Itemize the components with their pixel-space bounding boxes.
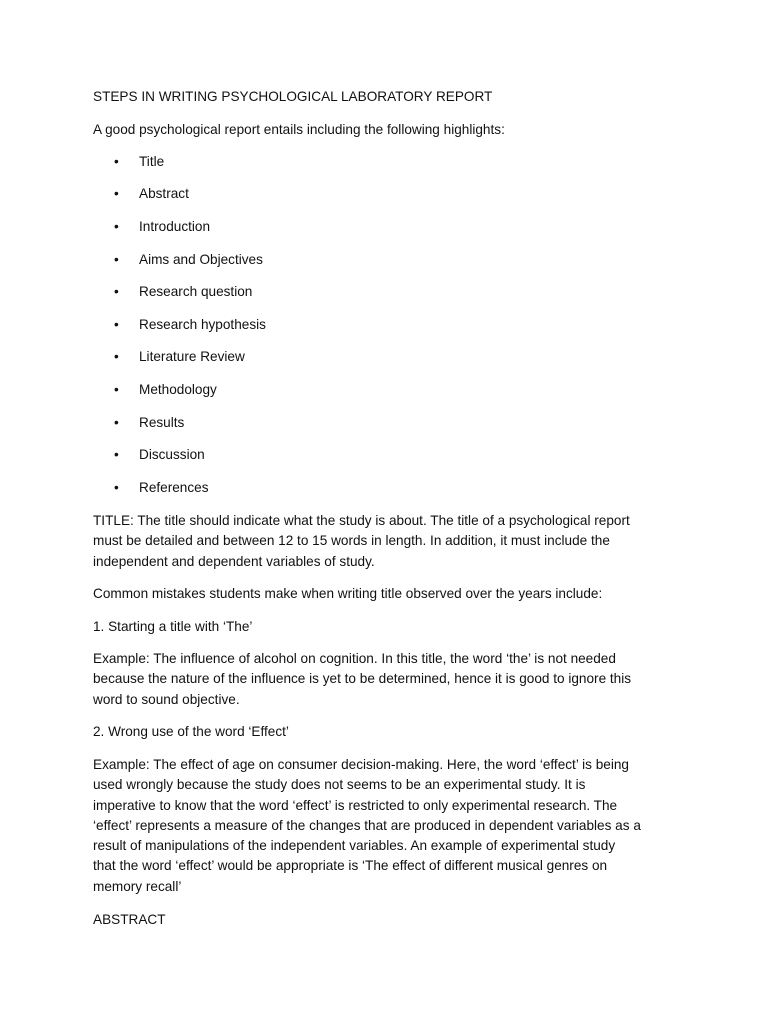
paragraph-line: ‘effect’ represents a measure of the changes that are produced in dependent variables as a [93,817,641,833]
list-item [114,347,245,367]
list-item-label: Results [139,415,185,430]
bullet-icon: • [114,252,119,267]
paragraph-line: because the nature of the influence is yet to be determined, hence it is good to ignore this [93,671,632,687]
paragraph-line: word to sound objective. [93,691,240,707]
bullet-icon: • [114,154,119,169]
mistake-1-heading: 1. Starting a title with ‘The’ [93,619,253,634]
bullet-icon: • [114,186,119,201]
list-item [114,315,266,335]
abstract-heading: ABSTRACT [93,912,166,927]
paragraph-line: independent and dependent variables of study. [93,553,375,569]
mistakes-intro: Common mistakes students make when writing title observed over the years include: [93,586,603,601]
paragraph-line: imperative to know that the word ‘effect’ is restricted to only experimental research. The [93,797,618,813]
bullet-icon: • [114,317,119,332]
list-item [114,445,205,465]
paragraph-line: memory recall’ [93,878,182,894]
bullet-icon: • [114,447,119,462]
bullet-icon: • [114,480,119,495]
list-item-label: Discussion [139,447,205,462]
paragraph-line: result of manipulations of the independent variables. An example of experimental study [93,838,616,854]
mistake-2-example [93,755,673,897]
intro-sentence: A good psychological report entails including the following highlights: [93,122,505,137]
bullet-icon: • [114,219,119,234]
title-paragraph [93,511,673,572]
paragraph-line: used wrongly because the study does not seems to be an experimental study. It is [93,777,586,793]
bullet-icon: • [114,349,119,364]
paragraph-line: TITLE: The title should indicate what the study is about. The title of a psychological report [93,513,630,528]
document-heading: STEPS IN WRITING PSYCHOLOGICAL LABORATORY REPORT [93,89,493,104]
list-item [114,478,209,498]
list-item [114,282,252,302]
bullet-icon: • [114,415,119,430]
mistake-2-heading: 2. Wrong use of the word ‘Effect’ [93,724,289,739]
bullet-icon: • [114,382,119,397]
list-item [114,184,189,204]
list-item-label: Aims and Objectives [139,252,263,267]
list-item [114,380,217,400]
mistake-1-example [93,649,673,710]
paragraph-line: that the word ‘effect’ would be appropriate is ‘The effect of different musical genres on [93,858,608,874]
bullet-icon: • [114,284,119,299]
list-item-label: Abstract [139,186,189,201]
list-item [114,250,263,270]
list-item [114,152,164,172]
list-item-label: Literature Review [139,349,245,364]
list-item-label: Title [139,154,165,169]
list-item-label: Research question [139,284,253,299]
list-item-label: Introduction [139,219,211,234]
list-item-label: Research hypothesis [139,317,266,332]
paragraph-line: Example: The effect of age on consumer decision-making. Here, the word ‘effect’ is being [93,757,629,772]
paragraph-line: must be detailed and between 12 to 15 words in length. In addition, it must include the [93,533,610,549]
paragraph-line: Example: The influence of alcohol on cognition. In this title, the word ‘the’ is not needed [93,651,616,666]
list-item [114,413,184,433]
list-item-label: Methodology [139,382,217,397]
list-item [114,217,210,237]
list-item-label: References [139,480,209,495]
